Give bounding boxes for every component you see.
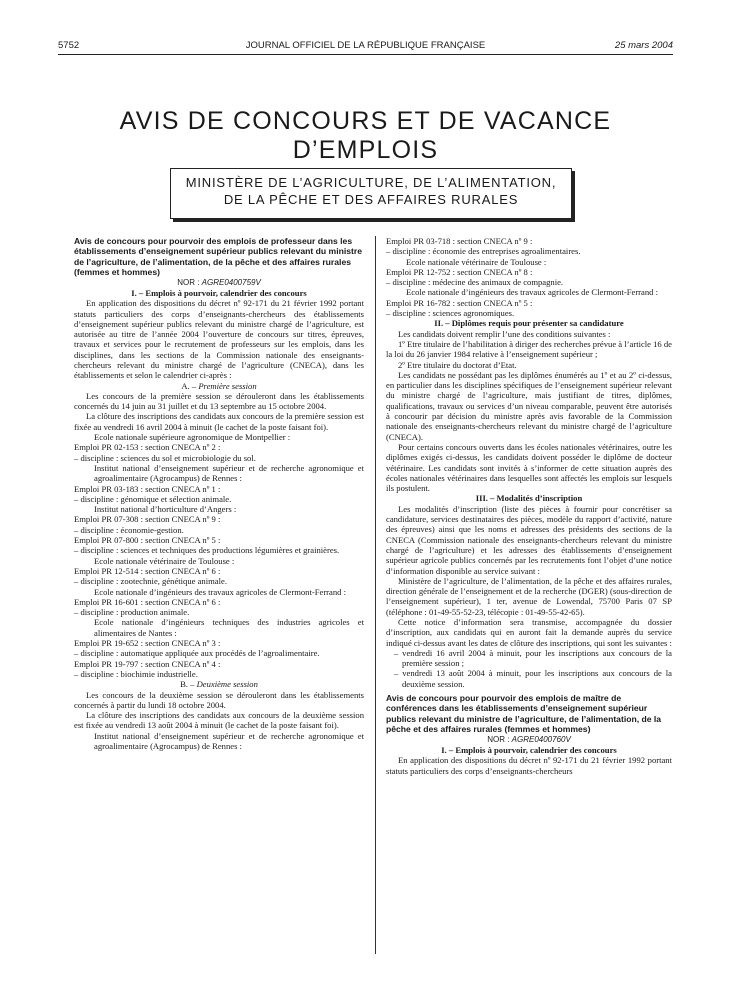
job-discipline: – discipline : sciences agronomiques. — [386, 308, 515, 319]
publication-date: 25 mars 2004 — [614, 40, 673, 51]
school-name: Ecole nationale vétérinaire de Toulouse : — [94, 555, 235, 566]
left-column — [74, 236, 364, 751]
paragraph: Pour certains concours ouverts dans les écoles nationales vétérinaires, outre les diplômes exigés ci-dessus, les candidats doivent posséder le diplôme de docteur vétérinaire. Les candidats sont invités à s’informer de cette situation auprès des écoles nationales vétérinaires dans lesquelles sont affectés les emplois sur lesquels ils postulent. — [386, 441, 672, 494]
paragraph: Ministère de l’agriculture, de l’alimentation, de la pêche et des affaires rurales, direction générale de l’enseignement et de la recherche (DGER) (sous-direction de l’enseignement supérieur), 1 ter, avenue de Lowendal, 75700 Paris 07 SP (téléphone : 01-49-55-52-23, télécopie : 01-49-55-42-65). — [386, 575, 672, 617]
school-name: Institut national d’enseignement supérieur et de recherche agronomique et agroalimentaire (Agrocampus) de Rennes : — [94, 730, 364, 751]
paragraph: 2º Etre titulaire du doctorat d’Etat. — [398, 359, 517, 370]
paragraph: La clôture des inscriptions des candidats aux concours de la deuxième session est fixée au vendredi 13 août 2004 à minuit (le cachet de la poste faisant foi). — [74, 710, 364, 731]
job-discipline: – discipline : sciences du sol et microbiologie du sol. — [74, 452, 256, 463]
nor-label: NOR : — [177, 277, 200, 287]
subsection-heading — [74, 679, 364, 689]
ministry-line-1: MINISTÈRE DE L’AGRICULTURE, DE L’ALIMENTATION, — [185, 175, 557, 190]
paragraph: Les candidats doivent remplir l’une des conditions suivantes : — [398, 328, 611, 339]
list-item: – vendredi 13 août 2004 à minuit, pour les inscriptions aux concours de la deuxième session. — [394, 668, 672, 689]
job-post: Emploi PR 07-800 : section CNECA nº 5 : — [74, 535, 221, 546]
subsection-letter: A. – — [181, 380, 197, 391]
paragraph: 1º Etre titulaire de l’habilitation à diriger des recherches prévue à l’article 16 de la loi du 26 janvier 1984 relative à l’enseignement supérieur ; — [386, 338, 672, 360]
job-discipline: – discipline : sciences et techniques des productions légumières et grainières. — [74, 545, 340, 556]
job-post: Emploi PR 16-601 : section CNECA nº 6 : — [74, 596, 221, 607]
school-name: Institut national d’enseignement supérieur et de recherche agronomique et agroalimentaire (Agrocampus) de Rennes : — [94, 462, 364, 484]
job-discipline: – discipline : génomique et sélection animale. — [74, 493, 232, 504]
school-name: Ecole nationale d’ingénieurs techniques des industries agricoles et alimentaires de Nantes : — [94, 617, 364, 638]
section-heading: III. – Modalités d’inscription — [475, 493, 583, 504]
nor-reference — [74, 278, 364, 288]
school-name: Institut national d’horticulture d’Angers : — [94, 504, 237, 515]
paragraph: En application des dispositions du décret nº 92-171 du 21 février 1992 portant statuts particuliers des corps d’enseignants-chercheurs des établissements d’enseignement supérieur publics relevant du ministre chargé de l’agriculture, est autorisée au titre de l’année 2004 l’ouverture de concours sur titres, épreuves, travaux et services pour le recrutement de professeurs sur les emplois, dans les disciplines, dans les sections de la Commission nationale des enseignants-chercheurs relevant du ministre chargé de l’agriculture (CNECA), dans les établissements et selon le calendrier ci-après : — [74, 298, 364, 381]
job-discipline: – discipline : économie des entreprises agroalimentaires. — [386, 246, 581, 257]
job-discipline: – discipline : biochimie industrielle. — [74, 668, 198, 679]
ministry-box — [170, 168, 572, 219]
paragraph: Les concours de la deuxième session se dérouleront dans les établissements concernés à partir du lundi 18 octobre 2004. — [74, 689, 364, 710]
journal-name: JOURNAL OFFICIEL DE LA RÉPUBLIQUE FRANÇAISE — [245, 40, 486, 51]
section-heading: I. – Emplois à pourvoir, calendrier des concours — [441, 744, 617, 755]
nor-label: NOR : — [487, 734, 510, 744]
paragraph: En application des dispositions du décret nº 92-171 du 21 février 1992 portant statuts particuliers des corps d’enseignants-chercheurs — [386, 755, 672, 776]
school-name: Ecole nationale d’ingénieurs des travaux agricoles de Clermont-Ferrand : — [94, 586, 346, 597]
job-post: Emploi PR 03-718 : section CNECA nº 9 : — [386, 236, 533, 246]
job-discipline: – discipline : production animale. — [74, 607, 190, 618]
notice-title: Avis de concours pour pourvoir des emplois de professeur dans les établissements d’enseignement supérieur publics relevant du ministre de l’agriculture, de l’alimentation, de la pêche et des affaires rurales (femmes et hommes) — [74, 236, 362, 278]
paragraph: Cette notice d’information sera transmise, accompagnée du dossier d’inscription, aux candidats qui en auront fait la demande auprès du service indiqué ci-dessus avant les dates de clôture des inscriptions, qui sont les suivantes : — [386, 616, 672, 648]
paragraph: Les candidats ne possédant pas les diplômes énumérés au 1º et au 2º ci-dessus, en particulier dans les disciplines spécifiques de l’enseignement supérieur relevant du ministre chargé de l’agriculture, mais justifiant de titres, diplômes, qualifications, travaux ou services d’un niveau comparable, peuvent être autorisés à concourir par décision du ministre après avis favorable de la Commission nationale des enseignants-chercheurs relevant du ministre chargé de l’agriculture (CNECA). — [386, 369, 672, 442]
job-post: Emploi PR 02-153 : section CNECA nº 2 : — [74, 442, 221, 453]
subsection-title: Deuxième session — [196, 679, 258, 690]
list-item: – vendredi 16 avril 2004 à minuit, pour les inscriptions aux concours de la première session ; — [394, 647, 672, 669]
job-post: Emploi PR 12-752 : section CNECA nº 8 : — [386, 266, 533, 277]
job-post: Emploi PR 07-308 : section CNECA nº 9 : — [74, 514, 221, 525]
subsection-title: Première session — [198, 380, 257, 391]
job-post: Emploi PR 16-782 : section CNECA nº 5 : — [386, 297, 533, 308]
nor-value: AGRE0400760V — [511, 734, 571, 744]
page-title: AVIS DE CONCOURS ET DE VACANCE D’EMPLOIS — [119, 107, 612, 164]
subsection-heading — [74, 381, 364, 391]
job-discipline: – discipline : économie-gestion. — [74, 524, 184, 535]
page-header — [58, 38, 673, 55]
job-post: Emploi PR 12-514 : section CNECA nº 6 : — [74, 565, 221, 576]
section-heading: I. – Emplois à pourvoir, calendrier des concours — [131, 287, 307, 298]
school-name: Ecole nationale d’ingénieurs des travaux agricoles de Clermont-Ferrand : — [406, 287, 658, 298]
nor-reference — [386, 735, 672, 745]
school-name: Ecole nationale supérieure agronomique de Montpellier : — [94, 432, 291, 443]
section-heading: II. – Diplômes requis pour présenter sa candidature — [434, 318, 624, 329]
job-discipline: – discipline : zootechnie, génétique animale. — [74, 576, 227, 587]
paragraph: Les modalités d’inscription (liste des pièces à fournir pour concrétiser sa candidature, services destinataires des pièces, modèle du rapport d’activité, nature des épreuves) ainsi que les noms et adresses des présidents des sections de la CNECA (Commission nationale des enseignants-chercheurs relevant du ministre chargé de l’agriculture) et les adresses des établissements d’enseignement supérieur agricole publics concernés par les recrutements font l’objet d’une notice d’information disponible au service suivant : — [386, 503, 672, 576]
job-discipline: – discipline : médecine des animaux de compagnie. — [386, 277, 564, 288]
column-divider — [375, 236, 376, 954]
job-post: Emploi PR 03-183 : section CNECA nº 1 : — [74, 483, 221, 494]
page-number: 5752 — [58, 40, 80, 51]
job-post: Emploi PR 19-652 : section CNECA nº 3 : — [74, 638, 221, 649]
job-post: Emploi PR 19-797 : section CNECA nº 4 : — [74, 658, 221, 669]
nor-value: AGRE0400759V — [201, 277, 261, 287]
notice-title: Avis de concours pour pourvoir des emplois de maître de conférences dans les établissements d’enseignement supérieur publics relevant du ministre de l’agriculture, de l’alimentation, de la pêche et des affaires rurales (femmes et hommes) — [386, 693, 662, 735]
job-discipline: – discipline : automatique appliquée aux procédés de l’agroalimentaire. — [74, 648, 320, 659]
paragraph: La clôture des inscriptions des candidats aux concours de la première session est fixée au vendredi 16 avril 2004 à minuit (le cachet de la poste faisant foi). — [74, 411, 364, 432]
paragraph: Les concours de la première session se dérouleront dans les établissements concernés du 14 juin au 31 juillet et du 13 septembre au 15 octobre 2004. — [74, 390, 364, 412]
ministry-line-2: DE LA PÊCHE ET DES AFFAIRES RURALES — [223, 192, 519, 207]
right-column — [386, 236, 672, 776]
school-name: Ecole nationale vétérinaire de Toulouse : — [406, 256, 547, 267]
subsection-letter: B. – — [180, 679, 195, 690]
